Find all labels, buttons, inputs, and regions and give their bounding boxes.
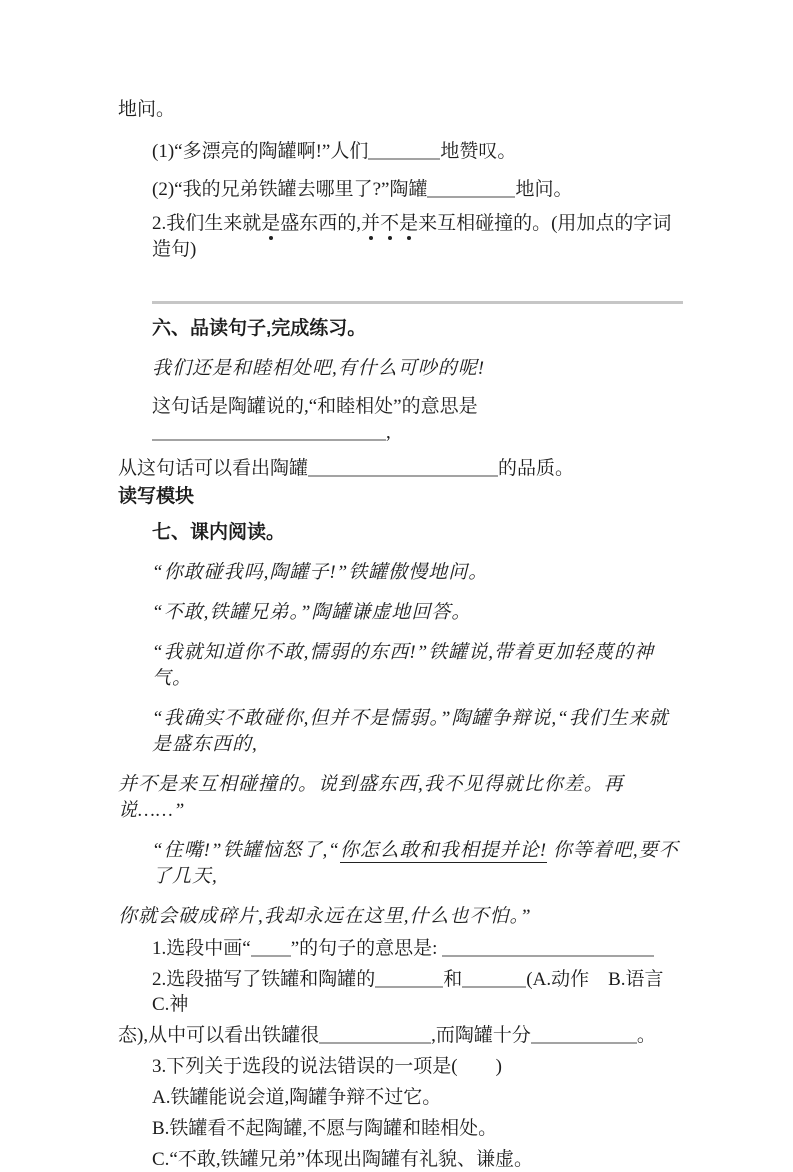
underlined-phrase: 你怎么敢和我相提并论! <box>339 840 548 861</box>
reading-question-3: 3.下列关于选段的说法错误的一项是( ) <box>152 1056 502 1077</box>
passage-line-with-underline <box>118 838 683 890</box>
option-b: B.铁罐看不起陶罐,不愿与陶罐和睦相处。 <box>152 1118 498 1139</box>
question-part: 。 <box>636 1025 656 1046</box>
analysis-post: 的品质。 <box>498 458 575 479</box>
dotted-char: 是 <box>261 213 281 234</box>
sentence-part: 盛东西的, <box>280 213 362 234</box>
section6-quote-sentence: 我们还是和睦相处吧,有什么可吵的呢! <box>152 358 486 379</box>
sentence-part: 来互相碰撞的。(用加点的字词造句) <box>152 213 672 260</box>
blank-field <box>442 941 654 957</box>
question-part: 和 <box>443 969 463 990</box>
analysis-pre: 从这句话可以看出陶罐 <box>118 458 309 479</box>
section6-heading: 六、品读句子,完成练习。 <box>152 318 367 339</box>
question-part: 1.选段中画“ <box>152 938 251 959</box>
blank-field <box>308 461 498 477</box>
sentence-part: 2.我们生来就 <box>152 213 262 234</box>
analysis-pre: 这句话是陶罐说的,“和睦相处”的意思是 <box>152 396 478 417</box>
reading-question-2-continued <box>118 1023 683 1048</box>
module-label: 读写模块 <box>118 486 195 507</box>
passage-line: 你就会破成碎片,我却永远在这里,什么也不怕。” <box>118 906 532 927</box>
carryover-line: 地问。 <box>118 99 176 120</box>
blank-field <box>427 182 515 198</box>
question-part: ,而陶罐十分 <box>431 1025 531 1046</box>
dotted-char: 是 <box>399 213 419 234</box>
blank-field <box>319 1028 431 1044</box>
reading-question-2 <box>118 967 683 1017</box>
reading-question-1 <box>118 936 683 961</box>
sentence-making-question <box>118 211 683 263</box>
section6-analysis-line1 <box>118 394 683 446</box>
passage-line: “我就知道你不敢,懦弱的东西!”铁罐说,带着更加轻蔑的神气。 <box>152 642 654 689</box>
blank-field <box>531 1028 637 1044</box>
blank-field <box>462 972 526 988</box>
dotted-char: 并 <box>361 213 381 234</box>
question-part: ”的句子的意思是: <box>290 938 443 959</box>
question-part: (A.动作 B.语言 C.神 <box>152 969 683 1015</box>
fill-question-2 <box>118 177 683 203</box>
fill-question-1-post: 地赞叹。 <box>440 141 517 162</box>
blank-field <box>368 144 440 160</box>
answer-writing-line <box>152 301 683 304</box>
blank-field <box>375 972 443 988</box>
option-c: C.“不敢,铁罐兄弟”体现出陶罐有礼貌、谦虚。 <box>152 1149 534 1170</box>
passage-line: “不敢,铁罐兄弟。”陶罐谦虚地回答。 <box>152 602 472 623</box>
question-part: 态),从中可以看出铁罐很 <box>118 1025 320 1046</box>
passage-part: 你等着吧,要不了几天, <box>152 840 679 887</box>
question-part: 2.选段描写了铁罐和陶罐的 <box>152 969 376 990</box>
fill-question-2-post: 地问。 <box>515 179 573 200</box>
passage-part: “住嘴!”铁罐恼怒了,“ <box>152 840 340 861</box>
option-a: A.铁罐能说会道,陶罐争辩不过它。 <box>152 1087 442 1108</box>
passage-line: “你敢碰我吗,陶罐子!”铁罐傲慢地问。 <box>152 562 489 583</box>
passage-line: 并不是来互相碰撞的。说到盛东西,我不见得就比你差。再说……” <box>118 774 624 821</box>
section6-analysis-line2 <box>118 456 683 482</box>
passage-line: “我确实不敢碰你,但并不是懦弱。”陶罐争辩说,“我们生来就是盛东西的, <box>152 708 669 755</box>
fill-question-1 <box>118 139 683 165</box>
fill-question-1-pre: (1)“多漂亮的陶罐啊!”人们 <box>152 141 369 162</box>
fill-question-2-pre: (2)“我的兄弟铁罐去哪里了?”陶罐 <box>152 179 428 200</box>
blank-field <box>251 941 291 957</box>
blank-field <box>152 425 386 441</box>
analysis-post: , <box>386 422 391 443</box>
dotted-char: 不 <box>380 213 400 234</box>
section7-heading: 七、课内阅读。 <box>152 522 286 543</box>
